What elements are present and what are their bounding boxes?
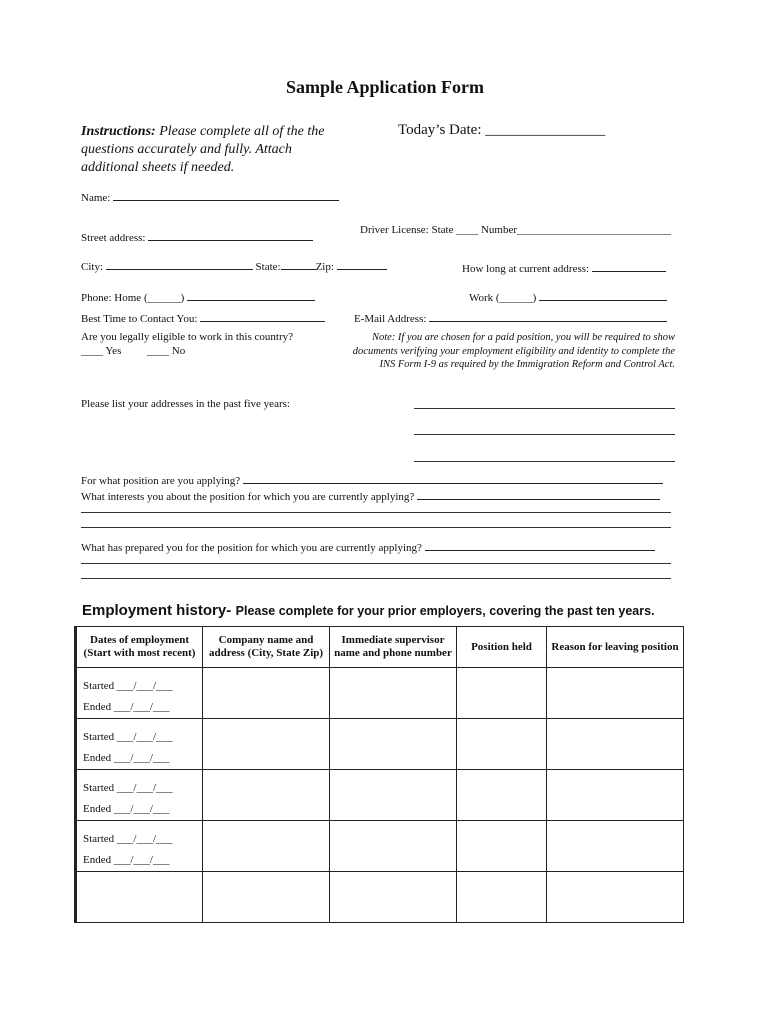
employment-heading [82, 602, 655, 620]
interests-line-2[interactable] [81, 512, 671, 513]
instructions-label: Instructions: [81, 124, 156, 139]
best-time-label: Best Time to Contact You: [81, 313, 198, 325]
position-label: For what position are you applying? [81, 475, 241, 487]
ended-field[interactable]: Ended ___/___/___ [83, 854, 170, 866]
city-input-line[interactable] [106, 259, 253, 270]
started-field[interactable]: Started ___/___/___ [83, 731, 173, 743]
work-phone-field[interactable] [469, 290, 667, 304]
reason-cell[interactable] [547, 719, 684, 770]
table-header-row [76, 627, 684, 668]
prepared-line-3[interactable] [81, 578, 671, 579]
table-row [76, 872, 684, 923]
table-row [76, 770, 684, 821]
how-long-input-line[interactable] [592, 261, 666, 272]
employment-heading-title: Employment history- [82, 602, 232, 619]
reason-cell[interactable] [547, 770, 684, 821]
phone-home-field[interactable] [81, 290, 315, 304]
address-line-3[interactable] [414, 461, 675, 462]
email-label: E-Mail Address: [354, 313, 427, 325]
name-input-line[interactable] [113, 190, 339, 201]
best-time-input-line[interactable] [200, 311, 325, 322]
work-phone-input-line[interactable] [539, 290, 667, 301]
street-field[interactable] [81, 230, 313, 244]
eligible-yes-option[interactable]: ____ Yes [81, 345, 122, 357]
email-input-line[interactable] [429, 311, 667, 322]
phone-home-label: Phone: Home (______) [81, 292, 185, 304]
reason-cell[interactable] [547, 668, 684, 719]
supervisor-cell[interactable] [330, 872, 457, 923]
name-field[interactable] [81, 190, 339, 204]
col-position: Position held [457, 627, 547, 668]
reason-cell[interactable] [547, 872, 684, 923]
city-state-zip-field[interactable] [81, 259, 387, 273]
started-field[interactable]: Started ___/___/___ [83, 680, 173, 692]
started-field[interactable]: Started ___/___/___ [83, 782, 173, 794]
work-phone-label: Work (______) [469, 292, 537, 304]
company-cell[interactable] [203, 872, 330, 923]
best-time-field[interactable] [81, 311, 325, 325]
prepared-input-line[interactable] [425, 540, 655, 551]
table-row [76, 821, 684, 872]
table-row [76, 719, 684, 770]
address-line-1[interactable] [414, 408, 675, 409]
street-label: Street address: [81, 232, 146, 244]
dates-cell[interactable] [76, 770, 203, 821]
employment-heading-sub: Please complete for your prior employers, covering the past ten years. [235, 604, 655, 618]
dates-cell[interactable] [76, 668, 203, 719]
state-input-line[interactable] [281, 259, 316, 270]
position-input-line[interactable] [243, 473, 663, 484]
state-label: State: [255, 261, 281, 273]
how-long-field[interactable] [462, 261, 666, 275]
company-cell[interactable] [203, 770, 330, 821]
addresses-label: Please list your addresses in the past five years: [81, 398, 290, 410]
company-cell[interactable] [203, 719, 330, 770]
interests-input-line[interactable] [417, 489, 660, 500]
supervisor-cell[interactable] [330, 668, 457, 719]
col-supervisor: Immediate supervisor name and phone number [330, 627, 457, 668]
supervisor-cell[interactable] [330, 719, 457, 770]
position-cell[interactable] [457, 719, 547, 770]
address-line-2[interactable] [414, 434, 675, 435]
driver-license-field[interactable]: Driver License: State ____ Number____________________________ [360, 224, 672, 236]
col-dates: Dates of employment (Start with most recent) [76, 627, 203, 668]
zip-input-line[interactable] [337, 259, 387, 270]
employment-history-table [74, 626, 684, 923]
eligibility-question: Are you legally eligible to work in this country? [81, 331, 294, 343]
ended-field[interactable]: Ended ___/___/___ [83, 752, 170, 764]
eligible-no-option[interactable]: ____ No [147, 345, 186, 357]
todays-date-field[interactable]: Today’s Date: ________________ [398, 122, 606, 138]
instructions-text: Please complete all of the the questions accurately and fully. Attach additional sheets if needed. [81, 124, 325, 175]
how-long-label: How long at current address: [462, 263, 590, 275]
company-cell[interactable] [203, 821, 330, 872]
table-row [76, 668, 684, 719]
started-field[interactable]: Started ___/___/___ [83, 833, 173, 845]
dates-cell[interactable] [76, 821, 203, 872]
phone-home-input-line[interactable] [187, 290, 315, 301]
col-company: Company name and address (City, State Zip) [203, 627, 330, 668]
interests-label: What interests you about the position for which you are currently applying? [81, 491, 415, 503]
street-input-line[interactable] [148, 230, 313, 241]
ended-field[interactable]: Ended ___/___/___ [83, 701, 170, 713]
company-cell[interactable] [203, 668, 330, 719]
name-label: Name: [81, 192, 111, 204]
dates-cell[interactable] [76, 872, 203, 923]
position-cell[interactable] [457, 770, 547, 821]
prepared-field[interactable] [81, 540, 655, 554]
position-cell[interactable] [457, 668, 547, 719]
supervisor-cell[interactable] [330, 770, 457, 821]
ins-note: Note: If you are chosen for a paid position, you will be required to show documents verifying your employment eligibility and identity to complete the INS Form I-9 as required by the Immigration Reform and Control Act. [352, 332, 675, 370]
interests-field[interactable] [81, 489, 660, 503]
position-field[interactable] [81, 473, 663, 487]
zip-label: Zip: [315, 261, 334, 273]
position-cell[interactable] [457, 821, 547, 872]
instructions [81, 123, 351, 177]
prepared-label: What has prepared you for the position for which you are currently applying? [81, 542, 422, 554]
interests-line-3[interactable] [81, 527, 671, 528]
dates-cell[interactable] [76, 719, 203, 770]
city-label: City: [81, 261, 104, 273]
page-title: Sample Application Form [285, 77, 484, 97]
reason-cell[interactable] [547, 821, 684, 872]
position-cell[interactable] [457, 872, 547, 923]
ended-field[interactable]: Ended ___/___/___ [83, 803, 170, 815]
prepared-line-2[interactable] [81, 563, 671, 564]
supervisor-cell[interactable] [330, 821, 457, 872]
email-field[interactable] [354, 311, 667, 325]
col-reason: Reason for leaving position [547, 627, 684, 668]
